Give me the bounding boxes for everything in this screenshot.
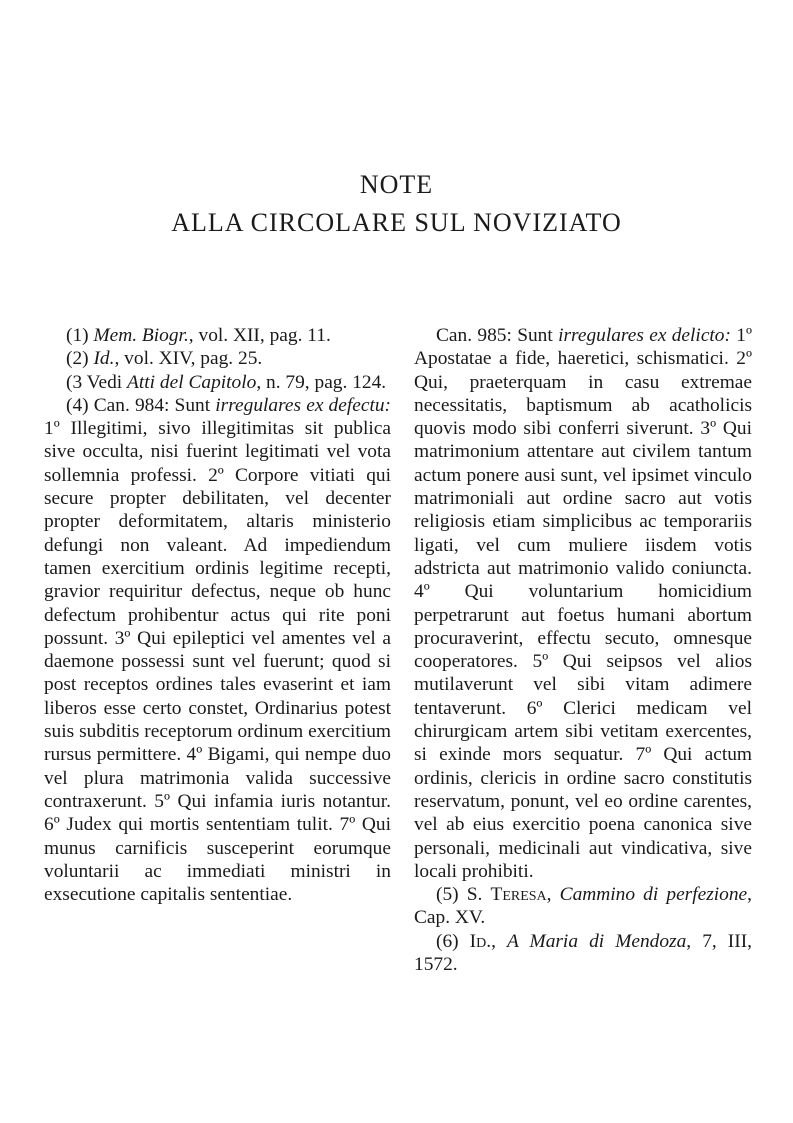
note-5: (5) S. Teresa, Cammino di perfezione, Cap. XV. bbox=[414, 884, 753, 929]
note-3: (3 Vedi Atti del Capitolo, n. 79, pag. 124. bbox=[66, 371, 387, 393]
notes-column-right bbox=[414, 324, 752, 976]
note-6: (6) Id., A Maria di Mendoza, 7, III, 1572. bbox=[414, 930, 753, 976]
page-title: NOTE bbox=[359, 170, 434, 199]
note-4: (4) Can. 984: Sunt irregulares ex defectu: 1º Illegitimi, sivo illegitimitas sit publica sive occulta, nisi fuerint legitimati vel vota sollemnia professi. 2º Corpore vitiati qui secure propter debilitaten, vel decenter propter deformitatem, altaris ministerio defungi non valeant. Ad impediendum tamen exercitium ordinis legitime recepti, gravior requiritur defectus, neque ob hunc defectum prohibentur actus qui rite poni possunt. 3º Qui epileptici vel amentes vel a daemone possessi sunt vel fuerunt; quod si post receptos ordines tales evaserint et iam liberos esse certo constet, Ordinarius potest suis subditis receptorum ordinum exercitium rursus permittere. 4º Bigami, qui nempe duo vel plura matrimonia valida successive contraxerunt. 5º Qui infamia iuris notantur. 6º Judex qui mortis sententiam tulit. 7º Qui munus carnificis susceperint eorumque voluntarii ac immediati ministri in exsecutione capitalis sententiae. bbox=[44, 394, 392, 906]
notes-column-left bbox=[44, 324, 391, 906]
note-1: (1) Mem. Biogr., vol. XII, pag. 11. bbox=[66, 325, 331, 346]
page-subtitle: ALLA CIRCOLARE SUL NOVIZIATO bbox=[171, 208, 622, 237]
note-4-continued: Can. 985: Sunt irregulares ex delicto: 1º Apostatae a fide, haeretici, schismatici. 2º Qui, praeterquam in casu extremae necessitatis, baptismum ab acatholicis quovis modo sibi conferri siverunt. 3º Qui matrimonium attentare aut civilem tantum actum ponere ausi sunt, vel ipsimet vinculo matrimoniali aut ordine sacro aut votis religiosis etiam simplicibus ac temporariis ligati, vel cum muliere iisdem votis adstricta aut matrimonio valido coniuncta. 4º Qui voluntarium homicidium perpetrarunt aut foetus humani abortum procuraverint, effectu secuto, omnesque cooperatores. 5º Qui seipsos vel alios mutilaverunt vel sibi vitam adimere tentaverunt. 6º Clerici medicam vel chirurgicam artem sibi vetitam exercentes, si exinde mors sequatur. 7º Qui actum ordinis, clericis in ordine sacro constitutis reservatum, ponunt, vel eo ordine carentes, vel ab eius exercitio poena canonica sive personali, medicinali aut vindicativa, sive locali prohibiti. bbox=[414, 325, 752, 882]
note-2: (2) Id., vol. XIV, pag. 25. bbox=[66, 348, 263, 370]
